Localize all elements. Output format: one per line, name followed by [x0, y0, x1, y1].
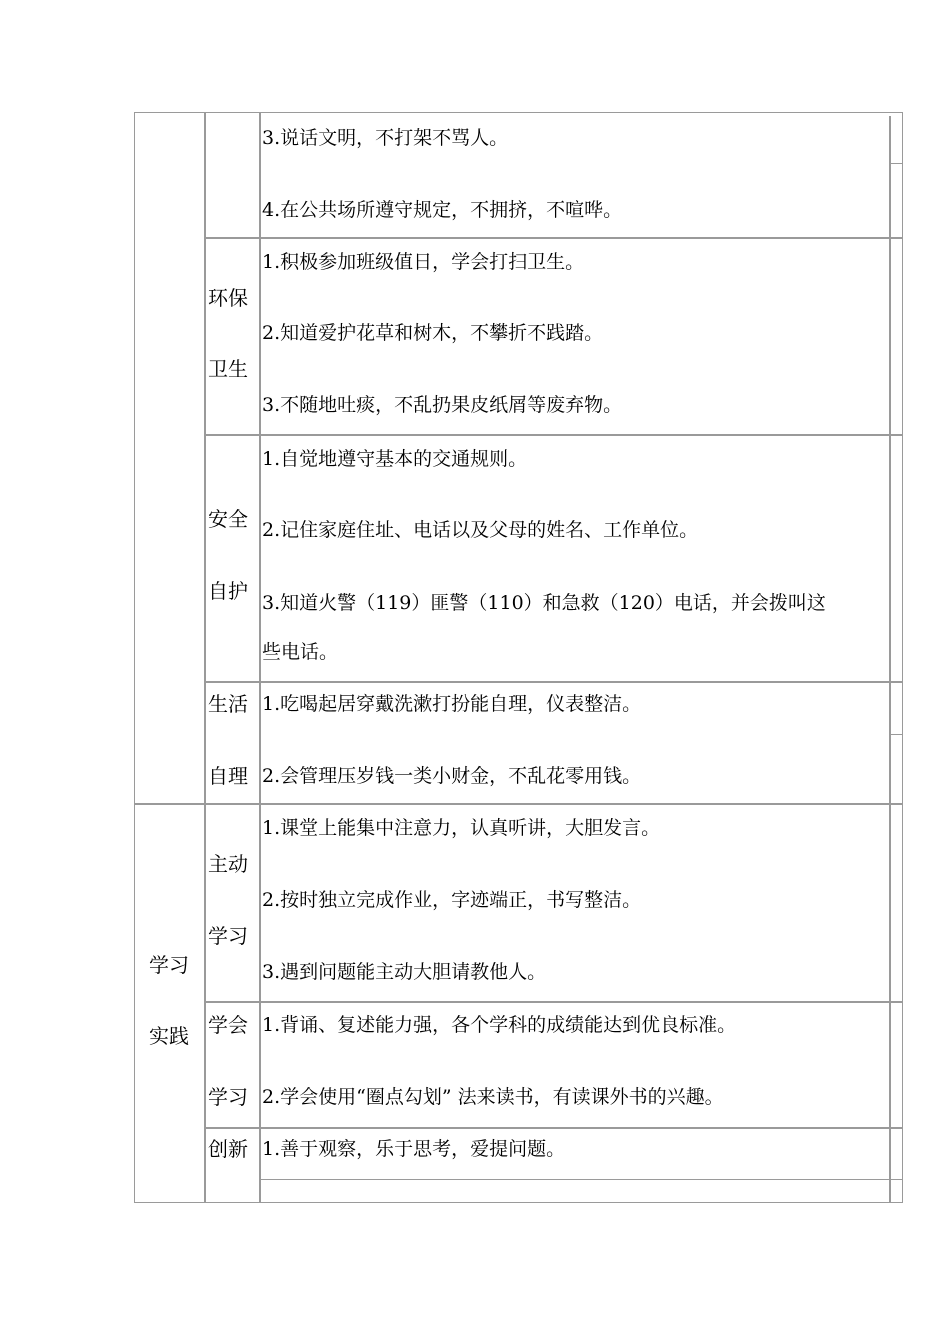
col-divider-1: [204, 112, 206, 1203]
group-label: 学习: [149, 953, 189, 977]
item-text: 2.按时独立完成作业，字迹端正，书写整洁。: [262, 889, 642, 911]
category-label: 创新: [208, 1137, 248, 1161]
category-label: 学习: [208, 924, 248, 948]
item-text: 1.积极参加班级值日，学会打扫卫生。: [262, 251, 585, 273]
category-label: 自护: [208, 579, 248, 603]
category-label: 生活: [208, 692, 248, 716]
row-divider: [205, 237, 902, 239]
item-text: 3.说话文明，不打架不骂人。: [262, 127, 509, 149]
group-label: 实践: [149, 1024, 189, 1048]
standards-table: [134, 112, 903, 1203]
row-divider: [205, 1001, 902, 1003]
item-text: 2.知道爱护花草和树木，不攀折不践踏。: [262, 322, 604, 344]
category-label: 卫生: [208, 357, 248, 381]
right-col-divider: [889, 163, 902, 164]
category-label: 学习: [208, 1085, 248, 1109]
right-col-divider: [889, 734, 902, 735]
item-text: 3.知道火警（119）匪警（110）和急救（120）电话，并会拨叫这: [262, 592, 826, 614]
item-text: 4.在公共场所遵守规定，不拥挤，不喧哗。: [262, 199, 623, 221]
row-divider: [205, 434, 902, 436]
item-text: 1.善于观察，乐于思考，爱提问题。: [262, 1138, 566, 1160]
item-text: 1.背诵、复述能力强，各个学科的成绩能达到优良标准。: [262, 1014, 737, 1036]
category-label: 安全: [208, 507, 248, 531]
item-text: 1.课堂上能集中注意力，认真听讲，大胆发言。: [262, 817, 661, 839]
item-text: 1.吃喝起居穿戴洗漱打扮能自理，仪表整洁。: [262, 693, 642, 715]
item-text: 2.记住家庭住址、电话以及父母的姓名、工作单位。: [262, 519, 699, 541]
col-divider-2: [259, 112, 261, 1203]
row-divider-thin: [260, 1179, 902, 1180]
category-label: 环保: [208, 286, 248, 310]
item-text: 些电话。: [262, 641, 339, 663]
category-label: 自理: [208, 764, 248, 788]
item-text: 3.不随地吐痰，不乱扔果皮纸屑等废弃物。: [262, 394, 623, 416]
row-divider: [205, 681, 902, 683]
category-label: 主动: [208, 852, 248, 876]
group-divider: [134, 803, 902, 805]
row-divider: [205, 1127, 902, 1129]
category-label: 学会: [208, 1013, 248, 1037]
col-divider-3: [889, 116, 891, 1203]
item-text: 1.自觉地遵守基本的交通规则。: [262, 448, 528, 470]
item-text: 2.学会使用“圈点勾划” 法来读书，有读课外书的兴趣。: [262, 1086, 724, 1108]
item-text: 2.会管理压岁钱一类小财金，不乱花零用钱。: [262, 765, 642, 787]
item-text: 3.遇到问题能主动大胆请教他人。: [262, 961, 547, 983]
